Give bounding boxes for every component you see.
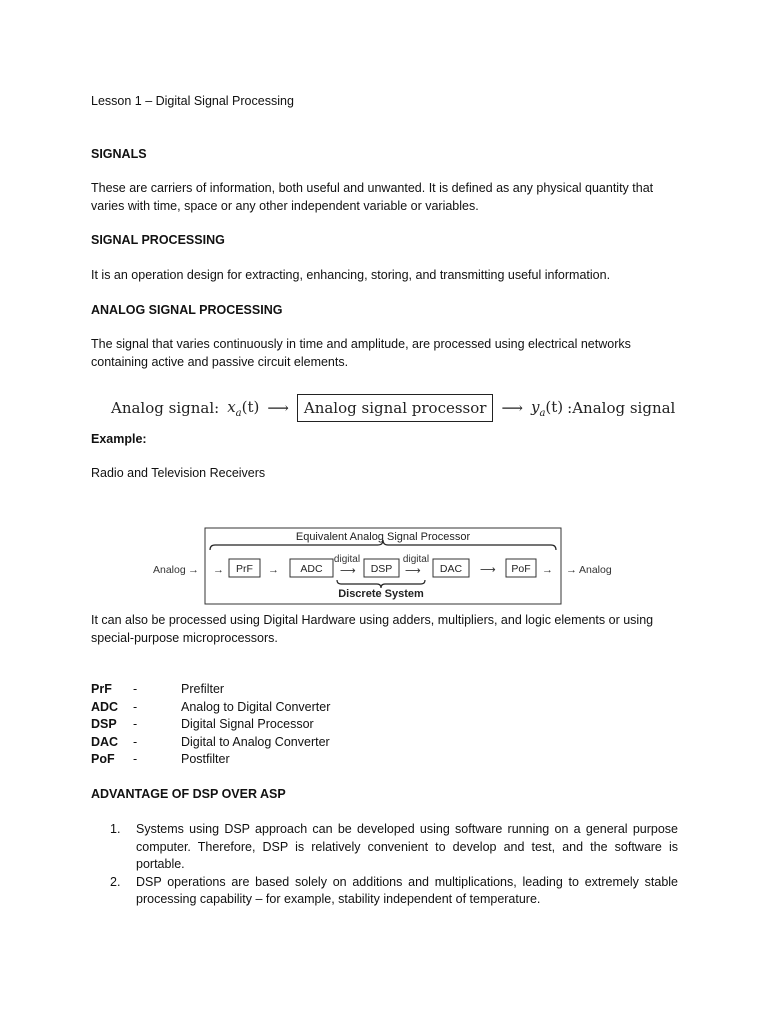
formula-arrow-out: ⟶ (501, 399, 523, 417)
arrow-dac-pof: ⟶ (480, 564, 496, 576)
formula-processor-box: Analog signal processor (297, 394, 494, 422)
diagram-output-label: Analog (579, 564, 612, 576)
signals-body: These are carriers of information, both useful and unwanted. It is defined as any physical quantity that varies with time, space or any other independent variable or variables. (91, 181, 654, 213)
arrow-out: → (542, 564, 553, 576)
block-dac-label: DAC (439, 563, 463, 575)
formula-input-label: Analog signal: (111, 399, 220, 417)
signal-processing-body: It is an operation design for extracting, enhancing, storing, and transmitting useful information. (91, 268, 611, 282)
arrow-adc-dsp: ⟶ (340, 565, 356, 577)
analog-signal-processing-body: The signal that varies continuously in time and amplitude, are processed using electrical networks containing active and passive circuit elements. (91, 337, 631, 369)
arrow-dsp-dac: ⟶ (405, 565, 421, 577)
diagram-input-label: Analog (153, 564, 186, 576)
discrete-system-label: Discrete System (338, 588, 424, 600)
block-pof-label: PoF (511, 563, 531, 575)
formula-output-signal: $y_a(t)$ (530, 397, 564, 419)
digital-label-1: digital (333, 554, 361, 565)
list-item: 2. DSP operations are based solely on additions and multiplications, leading to extremely stable processing capability – for example, stability independent of temperature. (110, 874, 678, 906)
arrow-to-prf: → (213, 564, 224, 576)
formula-input-signal: $x_a(t)$ (227, 397, 260, 419)
example-label: Example: (91, 432, 147, 446)
signals-heading: SIGNALS (91, 147, 147, 161)
formula-output-label: :Analog signal (567, 399, 676, 417)
signal-processing-heading: SIGNAL PROCESSING (91, 233, 225, 247)
arrow-prf-adc: → (268, 564, 279, 576)
list-item: 1. Systems using DSP approach can be developed using software running on a general purpose computer. Therefore, DSP is relatively convenient to develop and test, and the software is portable. (110, 822, 678, 871)
document-title: Lesson 1 – Digital Signal Processing (91, 94, 294, 108)
digital-label-2: digital (402, 554, 430, 565)
arrow-in: → (188, 564, 199, 576)
abbreviation-row: ADC - Analog to Digital Converter (91, 699, 331, 714)
advantages-list (110, 821, 678, 909)
block-dsp-label: DSP (370, 563, 393, 575)
digital-hardware-text: It can also be processed using Digital Hardware using adders, multipliers, and logic elements or using special-purpose microprocessors. (91, 613, 654, 645)
abbreviation-row: PoF - Postfilter (91, 752, 230, 766)
diagram-title: Equivalent Analog Signal Processor (295, 531, 471, 543)
example-text: Radio and Television Receivers (91, 466, 266, 480)
advantages-heading: ADVANTAGE OF DSP OVER ASP (91, 787, 286, 801)
analog-signal-processing-heading: ANALOG SIGNAL PROCESSING (91, 303, 283, 317)
formula-arrow-in: ⟶ (267, 399, 289, 417)
abbreviation-row: PrF - Prefilter (91, 682, 225, 696)
block-prf-label: PrF (236, 563, 253, 575)
arrow-exit: → (566, 564, 577, 576)
block-adc-label: ADC (300, 563, 323, 575)
abbreviation-row: DAC - Digital to Analog Converter (91, 734, 330, 749)
abbreviation-row: DSP - Digital Signal Processor (91, 717, 314, 731)
abbreviation-list (91, 681, 330, 769)
